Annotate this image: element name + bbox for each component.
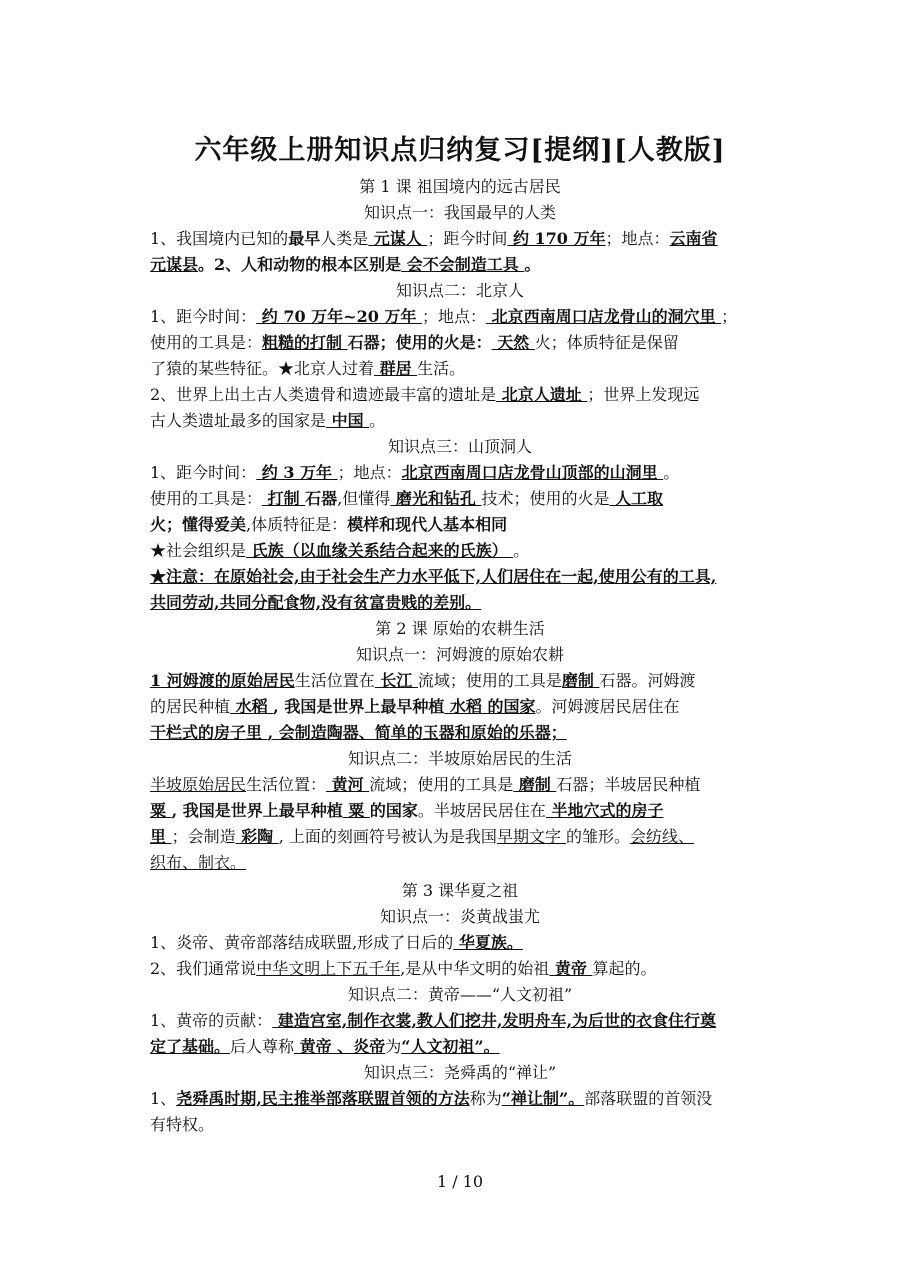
text: 。 xyxy=(369,411,386,430)
text-underlined: “人文初祖”。 xyxy=(401,1037,500,1056)
text: ；地点： xyxy=(605,229,670,248)
text: 。 xyxy=(524,255,541,274)
text-underlined: 北京西南周口店龙骨山的洞穴里 xyxy=(486,307,722,326)
text: 为 xyxy=(385,1037,402,1056)
text: ；会制造 xyxy=(171,827,236,846)
paragraph-line xyxy=(150,825,790,849)
text: ★社会组织是 xyxy=(150,541,247,560)
text-underlined: 元谋县 xyxy=(150,255,199,274)
text: ；地点： xyxy=(337,463,402,482)
paragraph-line xyxy=(150,565,790,589)
text-underlined: 中华文明上下五千年 xyxy=(256,959,401,978)
text-underlined: 黄帝 xyxy=(549,959,593,978)
paragraph-line xyxy=(150,695,790,719)
paragraph-line xyxy=(150,1087,790,1111)
text: 的国家 xyxy=(369,801,418,820)
paragraph-line xyxy=(150,409,790,433)
paragraph-line xyxy=(150,773,790,797)
paragraph-line xyxy=(150,357,790,381)
text: 技术；使用的火是 xyxy=(481,489,610,508)
text: 生活位置： xyxy=(246,775,327,794)
text-underlined: 天然 xyxy=(491,333,535,352)
text: ；世界上发现远 xyxy=(587,385,700,404)
paragraph-line xyxy=(150,799,790,823)
text-underlined: 约 70 万年~20 万年 xyxy=(256,307,422,326)
text-underlined: 半坡原始居民 xyxy=(150,775,247,794)
text: 后人尊称 xyxy=(230,1037,295,1056)
text-underlined: 会纺线、 xyxy=(630,827,695,846)
text: 部落联盟的首领没 xyxy=(584,1089,713,1108)
text: 生活。 xyxy=(417,359,466,378)
text-underlined: 人工取 xyxy=(609,489,664,508)
document-title: 六年级上册知识点归纳复习[提纲][人教版] xyxy=(194,135,726,166)
text-underlined: 中国 xyxy=(326,411,370,430)
text: 1、我国境内已知的 xyxy=(150,229,289,248)
text-underlined: 半地穴式的房子 xyxy=(545,801,664,820)
text-underlined: “禅让制”。 xyxy=(501,1089,585,1108)
text: ；距今时间 xyxy=(427,229,508,248)
paragraph-line xyxy=(150,331,790,355)
text-underlined: 粗糙的打制 xyxy=(262,333,348,352)
paragraph-line xyxy=(150,591,790,615)
text-underlined: 干栏式的房子里 xyxy=(150,723,268,742)
paragraph-line xyxy=(150,513,790,537)
text: ； xyxy=(721,307,738,326)
text-underlined: 共同劳动,共同分配食物,没有贫富贵贱的差别。 xyxy=(150,593,482,612)
text: 。 xyxy=(663,463,680,482)
lesson-1-point-3: 知识点三：山顶洞人 xyxy=(387,437,532,456)
paragraph-line xyxy=(150,669,790,693)
lesson-1-point-2: 知识点二：北京人 xyxy=(395,281,524,300)
text: , 上面的刻画符号被认为是我国 xyxy=(278,827,497,846)
text: , 我国是世界上最早种植 xyxy=(273,697,445,716)
text: 。 xyxy=(513,541,530,560)
text: 石器；使用的火是： xyxy=(347,333,492,352)
text-underlined: 约 170 万年 xyxy=(507,229,606,248)
text-underlined: 建造宫室,制作衣裳,教人们挖井,发明舟车,为后世的衣食住行奠 xyxy=(272,1011,717,1030)
text: 石器；半坡居民种植 xyxy=(556,775,701,794)
text: 石器 xyxy=(305,489,338,508)
text-underlined: 磨光和钻孔 xyxy=(390,489,482,508)
paragraph-line xyxy=(150,227,790,251)
text-underlined: 水稻 的国家 xyxy=(444,697,536,716)
text-underlined: 早期文字 xyxy=(496,827,567,846)
text: ；地点： xyxy=(421,307,486,326)
text: 1、黄帝的贡献： xyxy=(150,1011,273,1030)
paragraph-line xyxy=(150,1009,790,1033)
text: 1、炎帝、黄帝部落结成联盟,形成了日后的 xyxy=(150,933,454,952)
paragraph-line xyxy=(150,539,790,563)
text: 的居民种植 xyxy=(150,697,231,716)
text: 古人类遗址最多的国家是 xyxy=(150,411,327,430)
text-underlined: 粟 xyxy=(342,801,370,820)
text: 1、距今时间： xyxy=(150,307,257,326)
lesson-3-point-1: 知识点一：炎黄战蚩尤 xyxy=(379,907,540,926)
text: 称为 xyxy=(469,1089,502,1108)
text-underlined: 彩陶 xyxy=(235,827,279,846)
text: 生活位置在 xyxy=(294,671,375,690)
paragraph-line xyxy=(150,461,790,485)
paragraph-line xyxy=(150,383,790,407)
text: 2、我们通常说 xyxy=(150,959,257,978)
paragraph-line xyxy=(150,957,790,981)
text: 流域；使用的工具是 xyxy=(369,775,514,794)
text: 流域；使用的工具是 xyxy=(417,671,562,690)
text-underlined: 织布、制衣。 xyxy=(150,853,247,872)
text: 有特权。 xyxy=(150,1115,215,1134)
text-underlined: 里 xyxy=(150,827,172,846)
text: ,是从中华文明的始祖 xyxy=(400,959,550,978)
text-underlined: 水稻 xyxy=(230,697,274,716)
text-underlined: , 会制造陶器、简单的玉器和原始的乐器； xyxy=(267,723,567,742)
text: 。河姆渡居民居住在 xyxy=(535,697,680,716)
text: 石器。河姆渡 xyxy=(599,671,696,690)
lesson-2-heading: 第 2 课 原始的农耕生活 xyxy=(375,619,545,638)
text-underlined: 1 河姆渡的原始居民 xyxy=(150,671,295,690)
text: ,体质特征是： xyxy=(246,515,348,534)
paragraph-line xyxy=(150,487,790,511)
paragraph-line xyxy=(150,931,790,955)
paragraph-line xyxy=(150,305,790,329)
text: 人类是 xyxy=(320,229,369,248)
text: 的雏形。 xyxy=(566,827,631,846)
text-underlined: 约 3 万年 xyxy=(256,463,338,482)
paragraph-line xyxy=(150,721,790,745)
paragraph-line xyxy=(150,851,790,875)
lesson-1-heading: 第 1 课 祖国境内的远古居民 xyxy=(359,177,561,196)
text-underlined: 定了基础。 xyxy=(150,1037,231,1056)
text-underlined: 磨制 xyxy=(513,775,557,794)
text-underlined: 北京人遗址 xyxy=(496,385,588,404)
page-number: 1 / 10 xyxy=(436,1172,484,1191)
text: 。2、人和动物的根本区别是 xyxy=(198,255,402,274)
paragraph-line xyxy=(150,1035,790,1059)
lesson-2-point-2: 知识点二：半坡原始居民的生活 xyxy=(347,749,572,768)
text: 1、 xyxy=(150,1089,177,1108)
lesson-3-heading: 第 3 课华夏之祖 xyxy=(401,881,519,900)
paragraph-line xyxy=(150,1113,790,1137)
text: 。半坡居民居住在 xyxy=(417,801,546,820)
lesson-1-point-1: 知识点一：我国最早的人类 xyxy=(363,203,556,222)
text: 使用的工具是： xyxy=(150,489,263,508)
text-underlined: 黄河 xyxy=(326,775,370,794)
text: 了猿的某些特征。★北京人过着 xyxy=(150,359,375,378)
text-underlined: 云南省 xyxy=(669,229,718,248)
text-underlined: 北京西南周口店龙骨山顶部的山洞里 xyxy=(401,463,664,482)
text: , 我国是世界上最早种植 xyxy=(171,801,343,820)
lesson-2-point-1: 知识点一：河姆渡的原始农耕 xyxy=(355,645,564,664)
text-underlined: 磨制 xyxy=(561,671,600,690)
lesson-3-point-2: 知识点二：黄帝——“人文初祖” xyxy=(347,985,573,1004)
text-underlined: 群居 xyxy=(374,359,418,378)
text: 火；体质特征是保留 xyxy=(534,333,679,352)
text: 1、距今时间： xyxy=(150,463,257,482)
text: 最早 xyxy=(288,229,321,248)
text-underlined: 长江 xyxy=(374,671,418,690)
paragraph-line xyxy=(150,253,790,277)
text: 火；懂得爱美 xyxy=(150,515,247,534)
text: 算起的。 xyxy=(592,959,657,978)
text: 模样和现代人基本相同 xyxy=(347,515,508,534)
text: ,但懂得 xyxy=(337,489,391,508)
text-underlined: ★注意：在原始社会,由于社会生产力水平低下,人们居住在一起,使用公有的工具, xyxy=(150,567,717,586)
text: 2、世界上出土古人类遗骨和遗迹最丰富的遗址是 xyxy=(150,385,497,404)
text-underlined: 粟 xyxy=(150,801,172,820)
text-underlined: 尧舜禹时期,民主推举部落联盟首领的方法 xyxy=(176,1089,470,1108)
text: 使用的工具是： xyxy=(150,333,263,352)
lesson-3-point-3: 知识点三：尧舜禹的“禅让” xyxy=(363,1063,557,1082)
text-underlined: 氏族（以血缘关系结合起来的氏族） xyxy=(246,541,514,560)
text-underlined: 黄帝 、炎帝 xyxy=(294,1037,386,1056)
text-underlined: 元谋人 xyxy=(368,229,428,248)
text-underlined: 华夏族。 xyxy=(453,933,523,952)
text-underlined: 打制 xyxy=(262,489,306,508)
text-underlined: 会不会制造工具 xyxy=(401,255,525,274)
